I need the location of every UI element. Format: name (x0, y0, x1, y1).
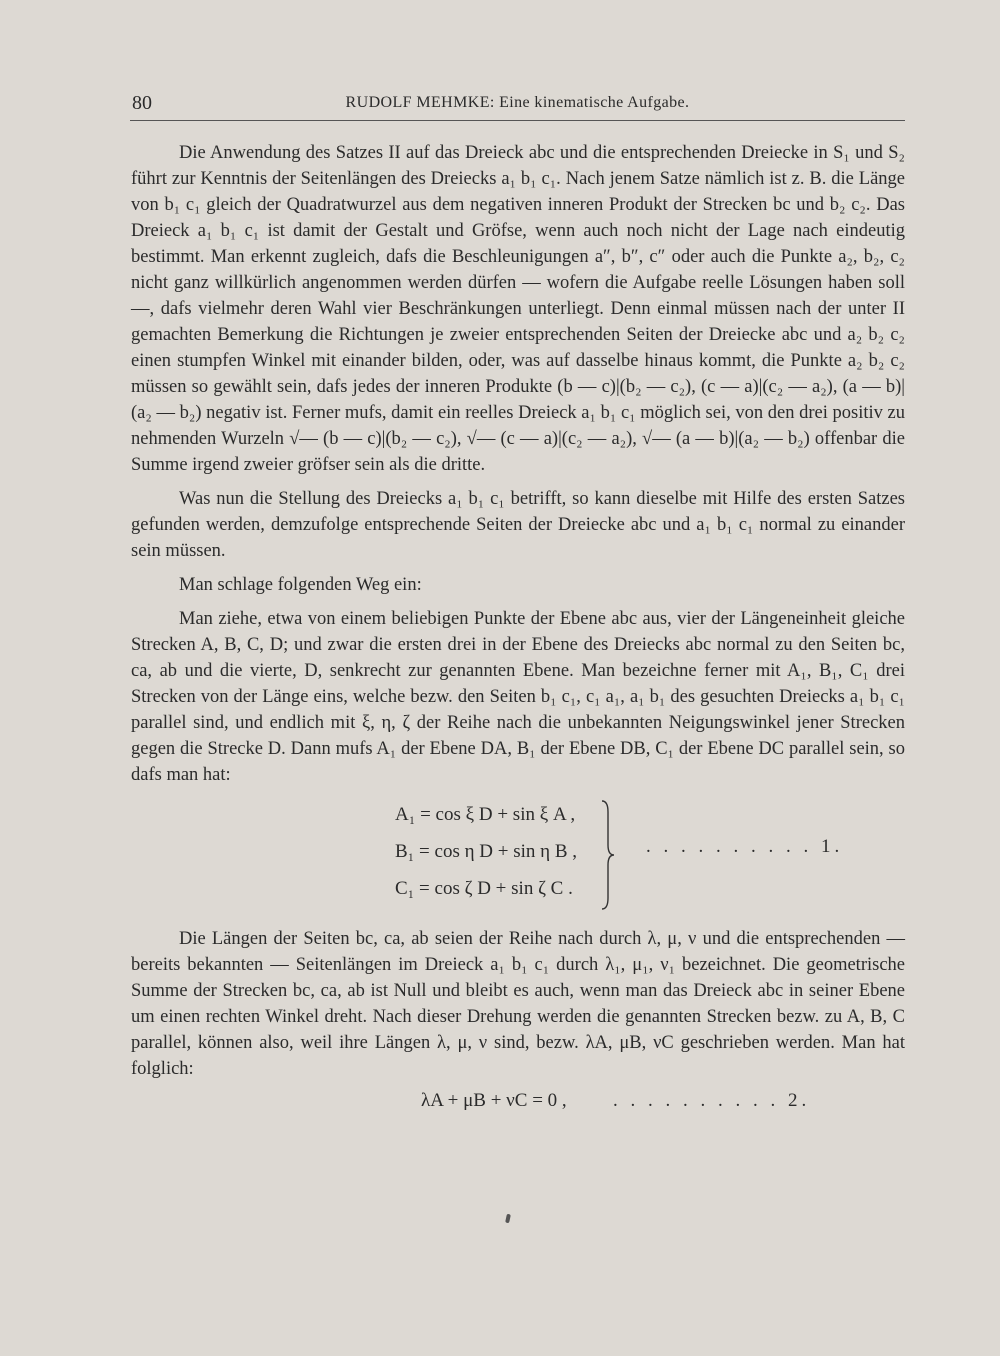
page-header (130, 92, 905, 121)
equation-2 (131, 1084, 905, 1118)
equation-1-line: C₁ = cos ζ D + sin ζ C . (395, 878, 573, 899)
paragraph-4: Man ziehe, etwa von einem beliebigen Punkte der Ebene abc aus, vier der Längeneinheit gleiche Strecken A, B, C, D; und zwar die ersten drei in der Ebene des Dreiecks abc normal zu den Seiten bc, ca, ab und die vierte, D, senkrecht zur genannten Ebene. Man bezeichne ferner mit A₁, B₁, C₁ drei Strecken von der Länge eins, welche bezw. den Seiten b₁ c₁, c₁ a₁, a₁ b₁ des gesuchten Dreiecks a₁ b₁ c₁ parallel sind, und endlich mit ξ, η, ζ der Reihe nach die unbekannten Neigungswinkel jener Strecken gegen die Strecke D. Dann mufs A₁ der Ebene DA, B₁ der Ebene DB, C₁ der Ebene DC parallel sein, so dafs man hat: (131, 609, 905, 785)
paragraph-1: Die Anwendung des Satzes II auf das Dreieck abc und die entsprechenden Dreiecke in S₁ und S₂ führt zur Kenntnis der Seitenlängen des Dreiecks a₁ b₁ c₁. Nach jenem Satze nämlich ist z. B. die Länge von b₁ c₁ gleich der Quadratwurzel aus dem negativen inneren Produkt der Strecken bc und b₂ c₂. Das Dreieck a₁ b₁ c₁ ist damit der Gestalt und Gröfse, wenn auch noch nicht der Lage nach eindeutig bestimmt. Man erkennt zugleich, dafs die Beschleunigungen a″, b″, c″ oder auch die Punkte a₂, b₂, c₂ nicht ganz willkürlich angenommen werden dürfen — wofern die Aufgabe reelle Lösungen haben soll —, dafs vielmehr deren Wahl vier Beschränkungen unterliegt. Denn einmal müssen nach der unter II gemachten Bemerkung die Richtungen je zweier entsprechenden Seiten der Dreiecke abc und a₂ b₂ c₂ einen stumpfen Winkel mit einander bilden, oder, was auf dasselbe hinaus kommt, die Punkte a₂ b₂ c₂ müssen so gewählt sein, dafs jedes der inneren Produkte (b — c)|(b₂ — c₂), (c — a)|(c₂ — a₂), (a — b)|(a₂ — b₂) negativ ist. Ferner mufs, damit ein reelles Dreieck a₁ b₁ c₁ möglich sei, von den drei positiv zu nehmenden Wurzeln √— (b — c)|(b₂ — c₂), √— (c — a)|(c₂ — a₂), √— (a — b)|(a₂ — b₂) offenbar die Summe irgend zweier gröfser sein als die dritte. (131, 143, 905, 475)
equation-2-expression: λA + μB + νC = 0 , (421, 1090, 567, 1111)
page-number: 80 (132, 92, 152, 114)
text-body (131, 140, 905, 1118)
ink-mark (505, 1214, 511, 1224)
paragraph-2: Was nun die Stellung des Dreiecks a₁ b₁ c₁ betrifft, so kann dieselbe mit Hilfe des ersten Satzes gefunden werden, demzufolge entsprechende Seiten der Dreiecke abc und a₁ b₁ c₁ normal zu einander sein müssen. (131, 489, 905, 561)
paragraph-5: Die Längen der Seiten bc, ca, ab seien der Reihe nach durch λ, μ, ν und die entsprechenden — bereits bekannten — Seitenlängen im Dreieck a₁ b₁ c₁ durch λ₁, μ₁, ν₁ bezeichnet. Die geometrische Summe der Strecken bc, ca, ab ist Null und bleibt es auch, wenn man das Dreieck abc in seiner Ebene um einen rechten Winkel dreht. Nach dieser Drehung werden die genannten Strecken bezw. zu A, B, C parallel, können also, weil ihre Längen λ, μ, ν sind, bezw. λA, μB, νC geschrieben werden. Man hat folglich: (131, 929, 905, 1079)
right-brace (601, 800, 615, 910)
running-title: RUDOLF MEHMKE: Eine kinematische Aufgabe. (345, 94, 690, 111)
equation-1 (131, 796, 905, 916)
equation-1-line: A₁ = cos ξ D + sin ξ A , (395, 804, 576, 825)
equation-1-line: B₁ = cos η D + sin η B , (395, 841, 577, 862)
equation-1-number: . . . . . . . . . . 1. (646, 836, 844, 857)
equation-1-lines (395, 796, 577, 907)
paragraph-3: Man schlage folgenden Weg ein: (179, 575, 422, 595)
equation-2-number: . . . . . . . . . . 2. (613, 1090, 811, 1111)
